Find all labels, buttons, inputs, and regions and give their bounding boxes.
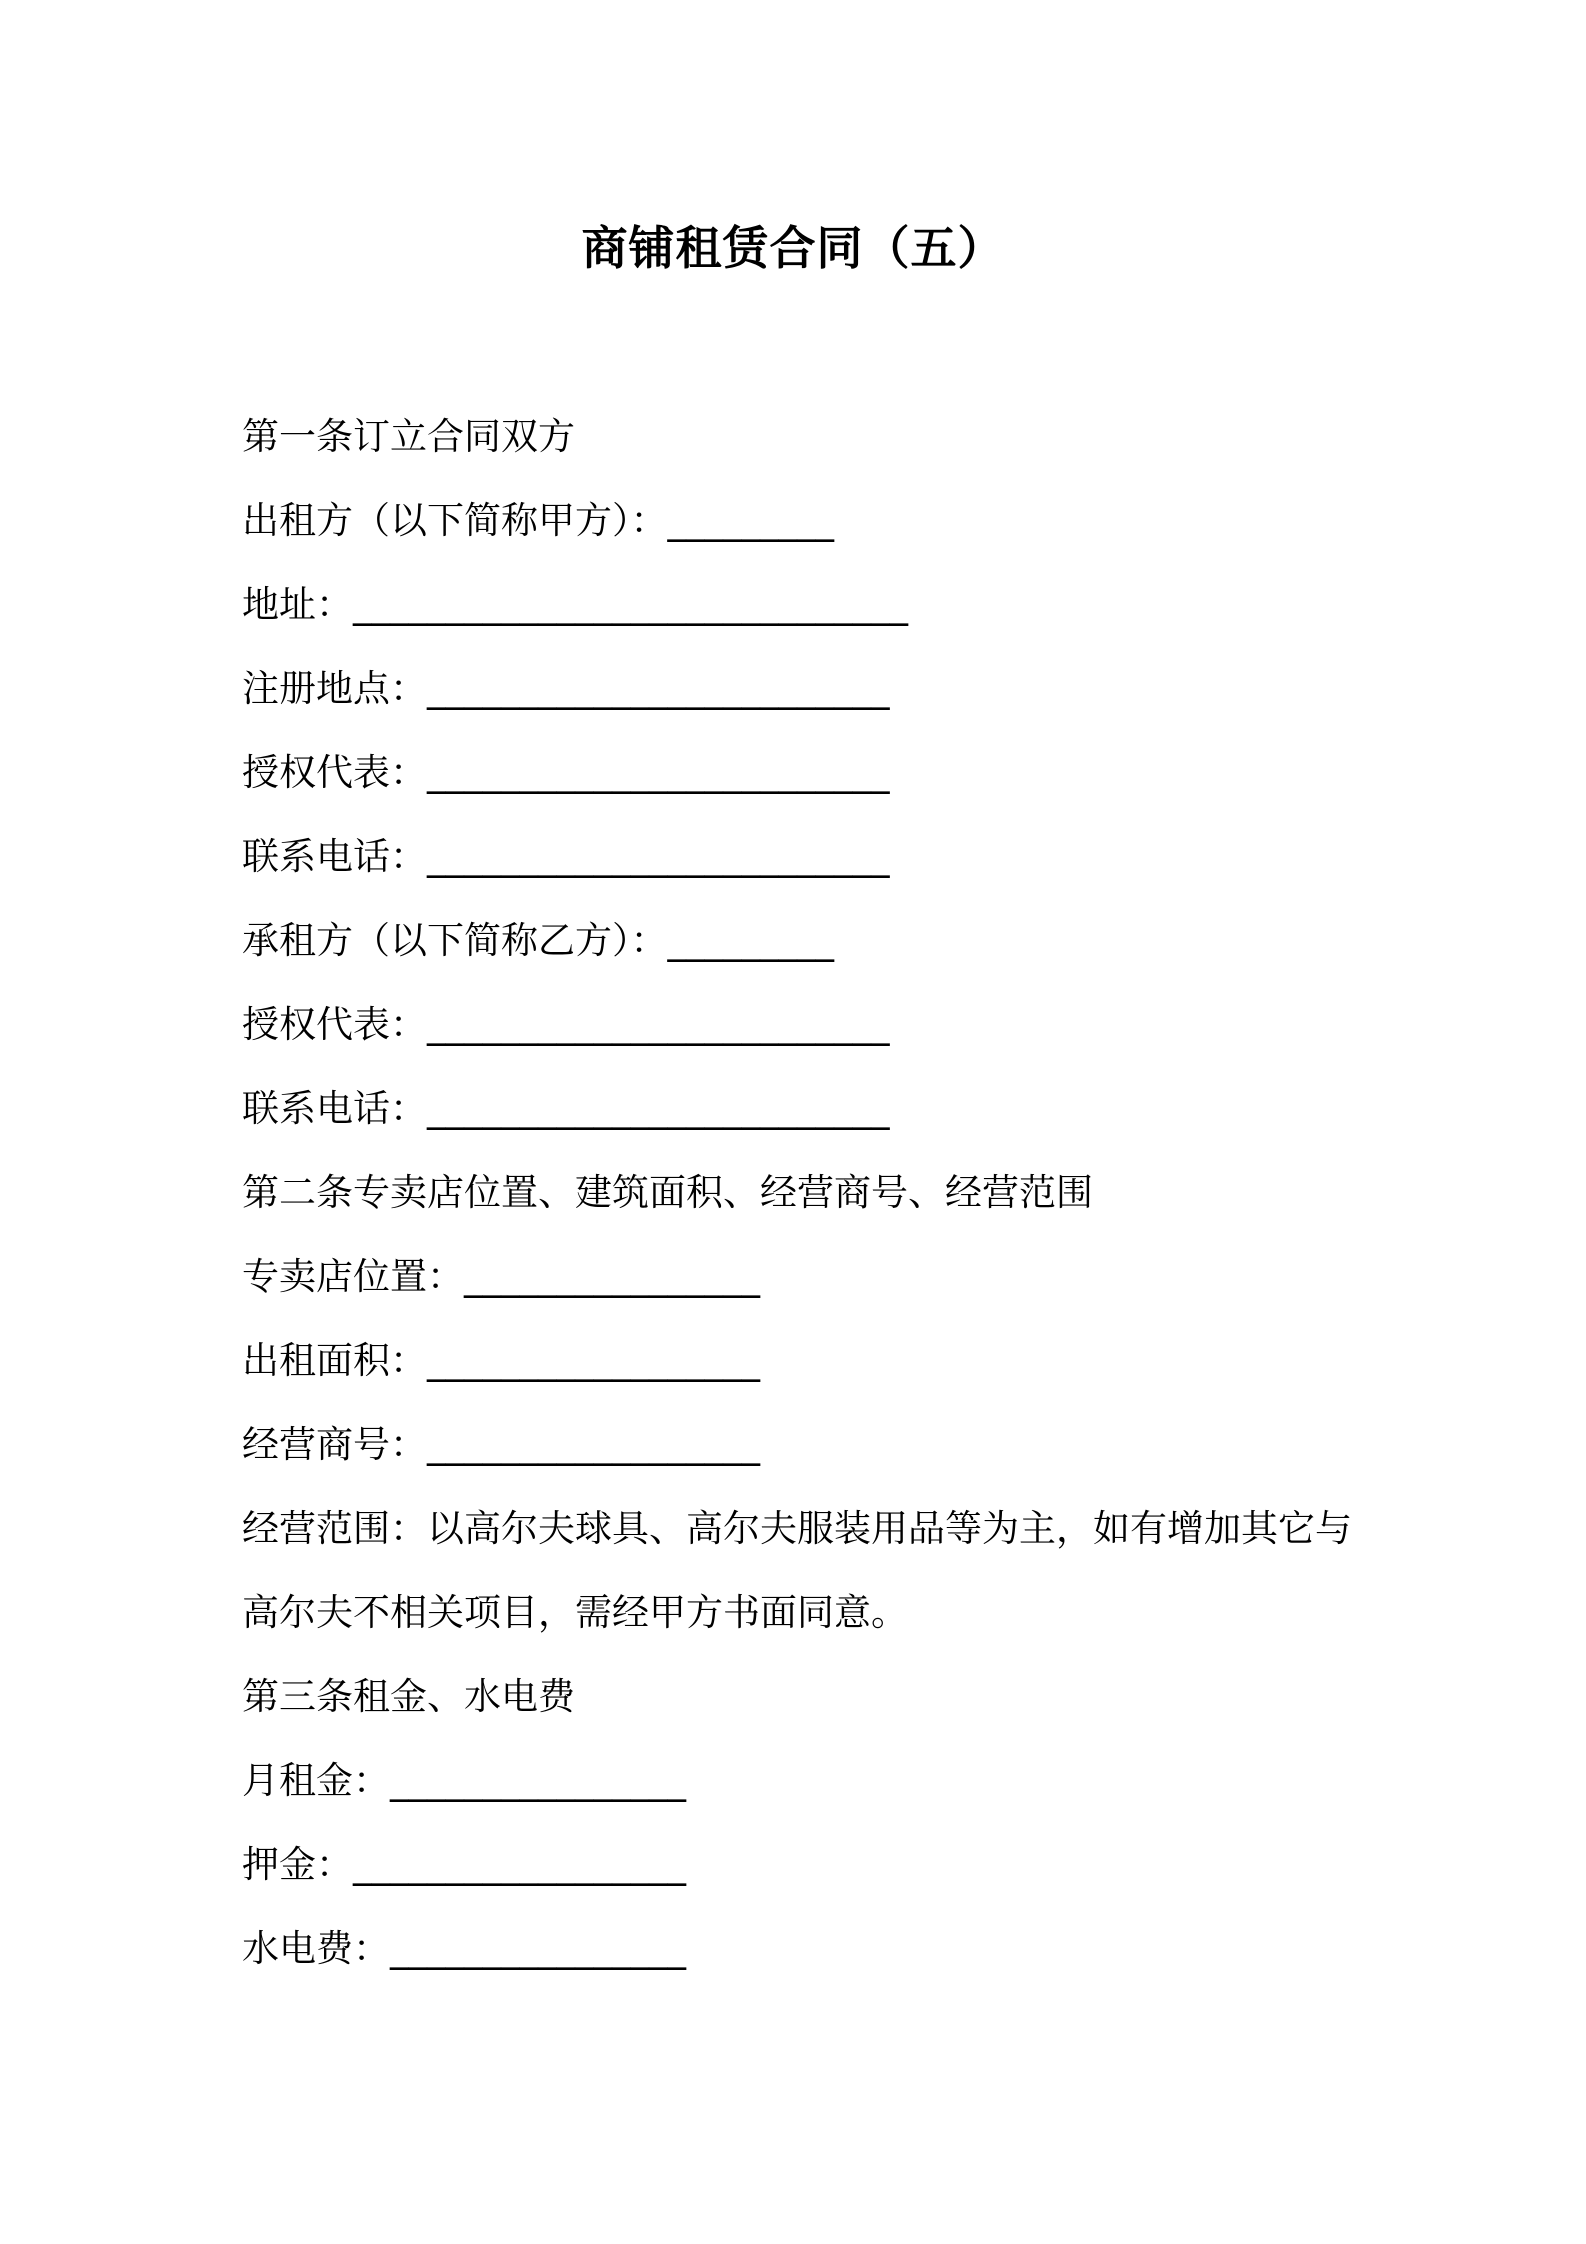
lessee-phone-field: 联系电话：_________________________ xyxy=(242,1087,890,1130)
document-body xyxy=(242,395,1442,1991)
monthly-rent-field: 月租金：________________ xyxy=(242,1759,686,1802)
document-title: 商铺租赁合同（五） xyxy=(581,221,1005,275)
article-3-heading: 第三条租金、水电费 xyxy=(242,1675,575,1718)
lessor-phone-field: 联系电话：_________________________ xyxy=(242,835,890,878)
registered-place-field: 注册地点：_________________________ xyxy=(242,667,890,710)
deposit-field: 押金：__________________ xyxy=(242,1843,686,1886)
store-location-field: 专卖店位置：________________ xyxy=(242,1255,760,1298)
article-2-heading: 第二条专卖店位置、建筑面积、经营商号、经营范围 xyxy=(242,1171,1093,1214)
address-field: 地址：______________________________ xyxy=(242,583,908,626)
business-scope-line-1: 经营范围：以高尔夫球具、高尔夫服装用品等为主，如有增加其它与 xyxy=(242,1507,1352,1550)
lessee-representative-field: 授权代表：_________________________ xyxy=(242,1003,890,1046)
lessee-field: 承租方（以下简称乙方）：_________ xyxy=(242,919,834,962)
lessor-representative-field: 授权代表：_________________________ xyxy=(242,751,890,794)
business-scope-line-2: 高尔夫不相关项目，需经甲方书面同意。 xyxy=(242,1591,908,1634)
lessor-field: 出租方（以下简称甲方）：_________ xyxy=(242,499,834,542)
rental-area-field: 出租面积：__________________ xyxy=(242,1339,760,1382)
utilities-field: 水电费：________________ xyxy=(242,1927,686,1970)
business-name-field: 经营商号：__________________ xyxy=(242,1423,760,1466)
article-1-heading: 第一条订立合同双方 xyxy=(242,415,575,458)
